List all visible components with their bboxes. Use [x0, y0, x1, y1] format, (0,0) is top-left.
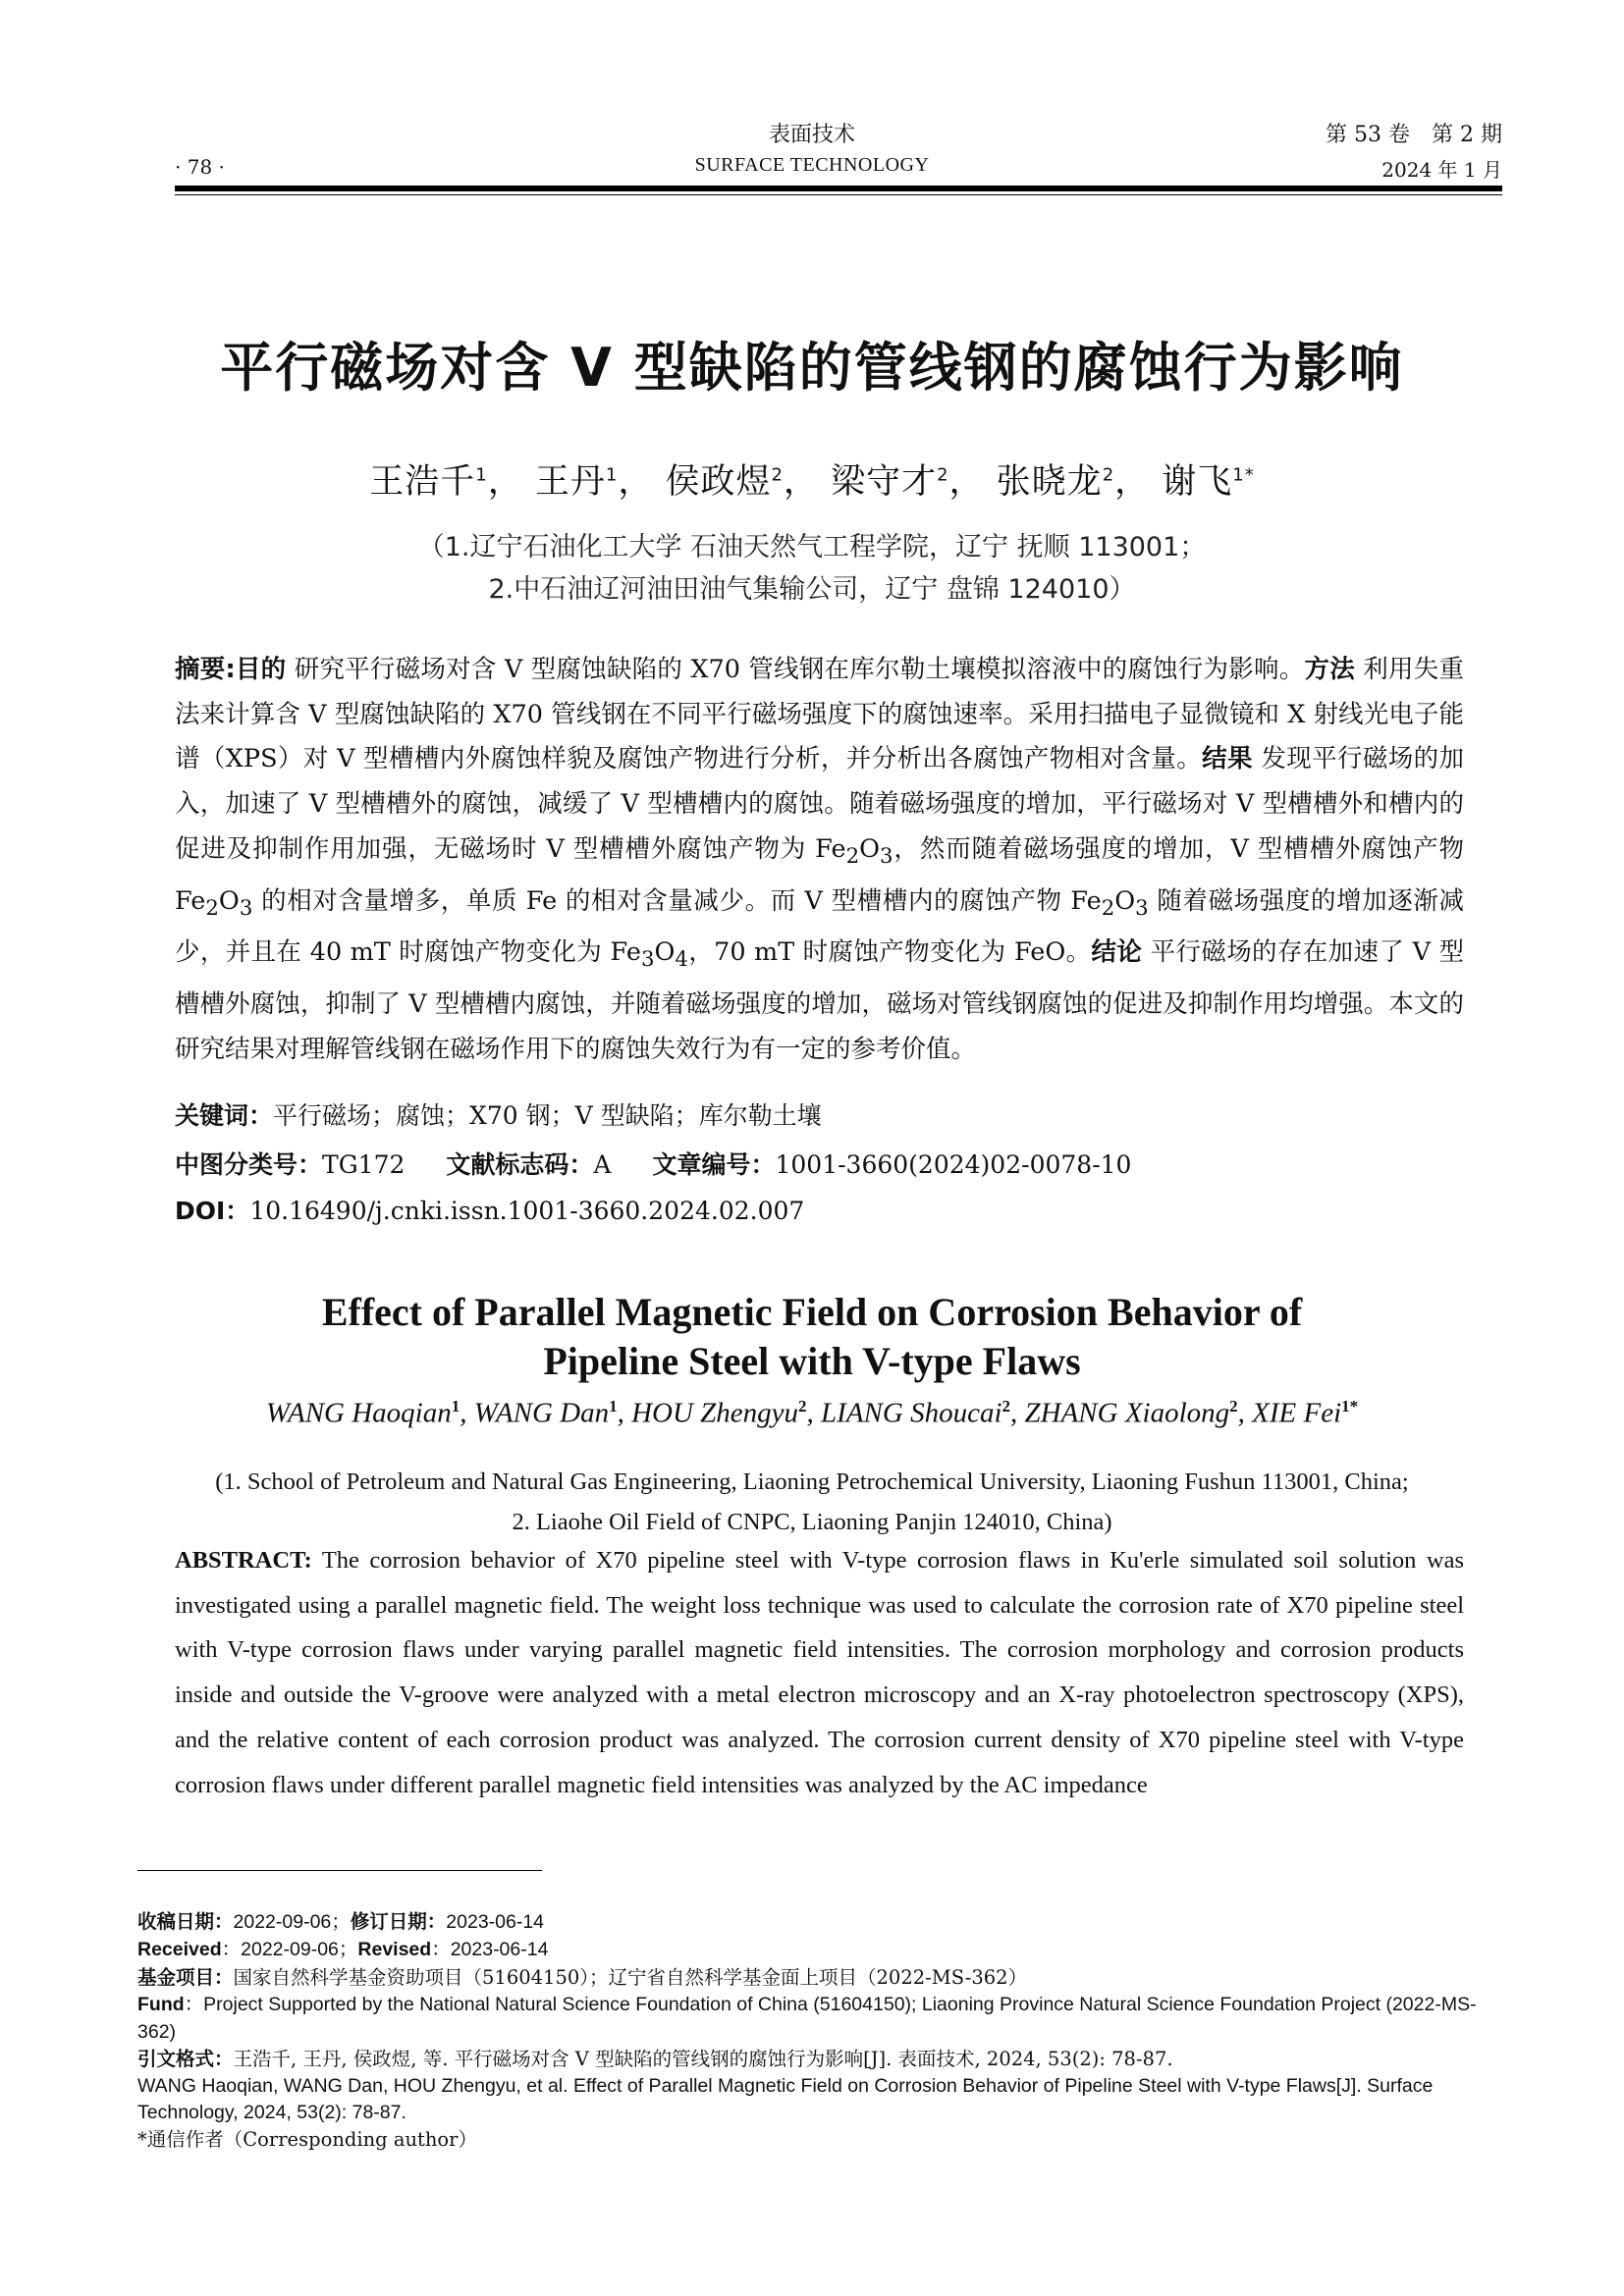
- keywords-value: 平行磁场；腐蚀；X70 钢；V 型缺陷；库尔勒土壤: [273, 1101, 822, 1130]
- doi-value: 10.16490/j.cnki.issn.1001-3660.2024.02.007: [249, 1197, 805, 1225]
- volume-issue: 第 53 卷 第 2 期: [1326, 123, 1502, 147]
- affiliation-cn-1: （1.辽宁石油化工大学 石油天然气工程学院，辽宁 抚顺 113001；: [417, 532, 1207, 562]
- result-text: 发现平行磁场的加入，加速了 V 型槽槽外的腐蚀，减缓了 V 型槽槽内的腐蚀。随着磁场强度的增加，平行磁场对 V 型槽槽外和槽内的促进及抑制作用加强，无磁场时 V 型槽槽外腐蚀产物为 Fe: [175, 744, 1464, 864]
- affiliation-en-2: 2. Liaohe Oil Field of CNPC, Liaoning Panjin 124010, China): [512, 1509, 1112, 1535]
- author-affil-sup: 1: [475, 464, 488, 486]
- author-affil-sup: 1: [609, 1397, 618, 1415]
- footnote-rule: [137, 1870, 542, 1871]
- result-text: ，70 mT 时腐蚀产物变化为 FeO。: [687, 937, 1092, 968]
- author-en: ZHANG Xiaolong: [1024, 1397, 1230, 1429]
- subscript: 4: [675, 947, 688, 973]
- result-text: 随着磁场强度的增加逐渐减少，并且在 40 mT 时腐蚀产物变化为 Fe: [175, 885, 1464, 968]
- subscript: 3: [239, 895, 253, 921]
- author-cn: 梁守才: [831, 462, 938, 502]
- result-label: 结果: [1202, 744, 1253, 774]
- citation-cn-label: 引文格式：: [137, 2048, 234, 2071]
- method-text: 利用失重法来计算含 V 型腐蚀缺陷的 X70 管线钢在不同平行磁场强度下的腐蚀速率。采用扫描电子显微镜和 X 射线光电子能谱（XPS）对 V 型槽槽内外腐蚀样貌及腐蚀产物进行分析，并分析出各腐蚀产物相对含量。: [175, 655, 1464, 774]
- subscript: 3: [1135, 895, 1149, 921]
- method-label: 方法: [1304, 655, 1355, 684]
- citation-en: WANG Haoqian, WANG Dan, HOU Zhengyu, et al. Effect of Parallel Magnetic Field on Corrosion Behavior of Pipeline Steel with V-type Flaws[J]. Surface Technology, 2024, 53(2): 78-87.: [137, 2074, 1434, 2124]
- abstract-cn: [175, 648, 1464, 1073]
- title-cn: 平行磁场对含 V 型缺陷的管线钢的腐蚀行为影响: [220, 337, 1404, 399]
- issue-info: [1326, 118, 1502, 183]
- title-en-line-2: Pipeline Steel with V-type Flaws: [543, 1339, 1081, 1383]
- author-affil-sup: 1*: [1232, 464, 1255, 486]
- subscript: 3: [640, 947, 655, 973]
- subscript: 2: [845, 843, 860, 869]
- author-affil-sup: 2: [798, 1397, 807, 1415]
- revised-en-label: Revised: [357, 1939, 432, 1961]
- affiliations-cn: [0, 526, 1624, 611]
- abstract-en-text: The corrosion behavior of X70 pipeline steel with V-type corrosion flaws in Ku'erle simulated soil solution was investigated using a parallel magnetic field. The weight loss technique was used to calculate the corrosion rate of X70 pipeline steel with V-type corrosion flaws under varying parallel magnetic field intensities. The corrosion morphology and corrosion products inside and outside the V-groove were analyzed with a metal electron microscopy and an X-ray photoelectron spectroscopy (XPS), and the relative content of each corrosion product was analyzed. The corrosion current density of X70 pipeline steel with V-type corrosion flaws under different parallel magnetic field intensities was analyzed by the AC impedance: [175, 1547, 1464, 1798]
- purpose-text: 研究平行磁场对含 V 型腐蚀缺陷的 X70 管线钢在库尔勒土壤模拟溶液中的腐蚀行为影响。: [286, 655, 1305, 684]
- received-en-label: Received: [137, 1939, 222, 1961]
- author-cn: 王丹: [534, 462, 606, 502]
- clc-value: TG172: [322, 1150, 406, 1179]
- purpose-label: 目的: [235, 655, 287, 684]
- abstract-label: 摘要:: [175, 655, 236, 684]
- revised-en-value: ：2023-06-14: [431, 1939, 549, 1961]
- author-cn: 谢飞: [1162, 462, 1233, 502]
- citation-cn: [137, 2046, 1494, 2072]
- result-text: O: [218, 885, 240, 916]
- author-affil-sup: 2: [1229, 1397, 1238, 1415]
- classification: [175, 1146, 1131, 1181]
- author-en: WANG Haoqian: [265, 1397, 452, 1429]
- author-cn: 王浩千: [369, 462, 476, 502]
- clc-label: 中图分类号：: [175, 1150, 323, 1179]
- authors-en: WANG Haoqian$^1$, WANG Dan$^1$, HOU Zhengyu$^2$, LIANG Shoucai$^2$, ZHANG Xiaolong$^2$, XIE Fei$^{1*}$: [265, 1397, 1359, 1429]
- received-cn-value: 2022-09-06；: [233, 1911, 351, 1933]
- fund-en-label: Fund: [137, 1993, 185, 2015]
- doi-label: DOI：: [175, 1197, 250, 1225]
- abstract-en-label: ABSTRACT:: [175, 1547, 312, 1574]
- title-en-line-1: Effect of Parallel Magnetic Field on Corrosion Behavior of: [321, 1290, 1303, 1334]
- result-text: O: [1114, 885, 1136, 916]
- article-no-value: 1001-3660(2024)02-0078-10: [775, 1150, 1132, 1179]
- subscript: 2: [205, 895, 219, 921]
- subscript: 2: [1101, 895, 1115, 921]
- conclusion-label: 结论: [1091, 937, 1143, 968]
- header-rule-thin: [175, 194, 1502, 195]
- author-cn: 侯政煜: [665, 462, 772, 502]
- revised-cn-value: 2023-06-14: [446, 1911, 545, 1933]
- author-affil-sup: 2: [937, 464, 949, 486]
- article-no-label: 文章编号：: [652, 1150, 776, 1179]
- affiliation-en-1: (1. School of Petroleum and Natural Gas Engineering, Liaoning Petrochemical University, Liaoning Fushun 113001, China;: [215, 1468, 1409, 1495]
- footnotes: [137, 1908, 1494, 2154]
- doc-code-value: A: [593, 1150, 612, 1179]
- fund-cn: [137, 1964, 1494, 1991]
- corresponding-author: *通信作者（Corresponding author）: [137, 2128, 477, 2152]
- revised-cn-label: 修订日期：: [350, 1910, 447, 1933]
- received-cn: [137, 1908, 1494, 1936]
- author-cn: 张晓龙: [996, 462, 1103, 502]
- page-number: · 78 ·: [175, 155, 225, 179]
- keywords: [175, 1096, 822, 1132]
- result-text: O: [654, 937, 676, 968]
- author-affil-sup: 1*: [1341, 1397, 1359, 1415]
- received-en-value: ：2022-09-06；: [221, 1939, 358, 1961]
- author-affil-sup: 2: [1001, 1397, 1010, 1415]
- citation-cn-value: 王浩千, 王丹, 侯政煜, 等. 平行磁场对含 V 型缺陷的管线钢的腐蚀行为影响[J]. 表面技术, 2024, 53(2): 78-87.: [233, 2048, 1173, 2071]
- affiliation-cn-2: 2.中石油辽河油田油气集输公司，辽宁 盘锦 124010）: [488, 574, 1136, 605]
- received-cn-label: 收稿日期：: [137, 1910, 234, 1933]
- affiliations-en: [0, 1462, 1624, 1542]
- author-affil-sup: 2: [1102, 464, 1115, 486]
- title-en: [0, 1288, 1624, 1386]
- journal-name-cn: 表面技术: [768, 123, 855, 147]
- author-en: HOU Zhengyu: [631, 1397, 799, 1429]
- result-text: 的相对含量增多，单质 Fe 的相对含量减少。而 V 型槽槽内的腐蚀产物 Fe: [252, 885, 1102, 916]
- author-affil-sup: 2: [771, 464, 784, 486]
- keywords-label: 关键词：: [175, 1101, 274, 1130]
- abstract-en: [175, 1538, 1464, 1807]
- doi: [175, 1192, 804, 1227]
- doc-code-label: 文献标志码：: [446, 1150, 594, 1179]
- journal-name-en: SURFACE TECHNOLOGY: [694, 154, 930, 176]
- fund-cn-label: 基金项目：: [137, 1965, 234, 1989]
- received-en: [137, 1936, 1494, 1963]
- author-en: XIE Fei: [1252, 1397, 1342, 1429]
- result-text: ，然而随着磁场强度的增加，V 型槽槽外腐蚀产物 Fe: [175, 833, 1464, 916]
- result-text: O: [859, 833, 881, 864]
- author-en: WANG Dan: [473, 1397, 610, 1429]
- author-affil-sup: 1: [451, 1397, 460, 1415]
- fund-cn-value: 国家自然科学基金资助项目（51604150）；辽宁省自然科学基金面上项目（2022-MS-362）: [233, 1965, 1028, 1989]
- author-en: LIANG Shoucai: [821, 1397, 1002, 1429]
- issue-date: 2024 年 1 月: [1381, 158, 1502, 182]
- subscript: 3: [880, 843, 893, 869]
- header-rule-thick: [175, 186, 1502, 191]
- authors-cn: 王浩千$^1$， 王丹$^1$， 侯政煜$^2$， 梁守才$^2$， 张晓龙$^2$， 谢飞$^{1*}$: [369, 462, 1255, 502]
- fund-en-value: ：Project Supported by the National Natural Science Foundation of China (51604150); Liaoning Province Natural Science Foundation Project (2022-MS-362): [137, 1993, 1477, 2044]
- conclusion-text: 平行磁场的存在加速了 V 型槽槽外腐蚀，抑制了 V 型槽槽内腐蚀，并随着磁场强度的增加，磁场对管线钢腐蚀的促进及抑制作用均增强。本文的研究结果对理解管线钢在磁场作用下的腐蚀失效行为有一定的参考价值。: [175, 937, 1465, 1064]
- fund-en: [137, 1991, 1494, 2047]
- author-affil-sup: 1: [605, 464, 619, 486]
